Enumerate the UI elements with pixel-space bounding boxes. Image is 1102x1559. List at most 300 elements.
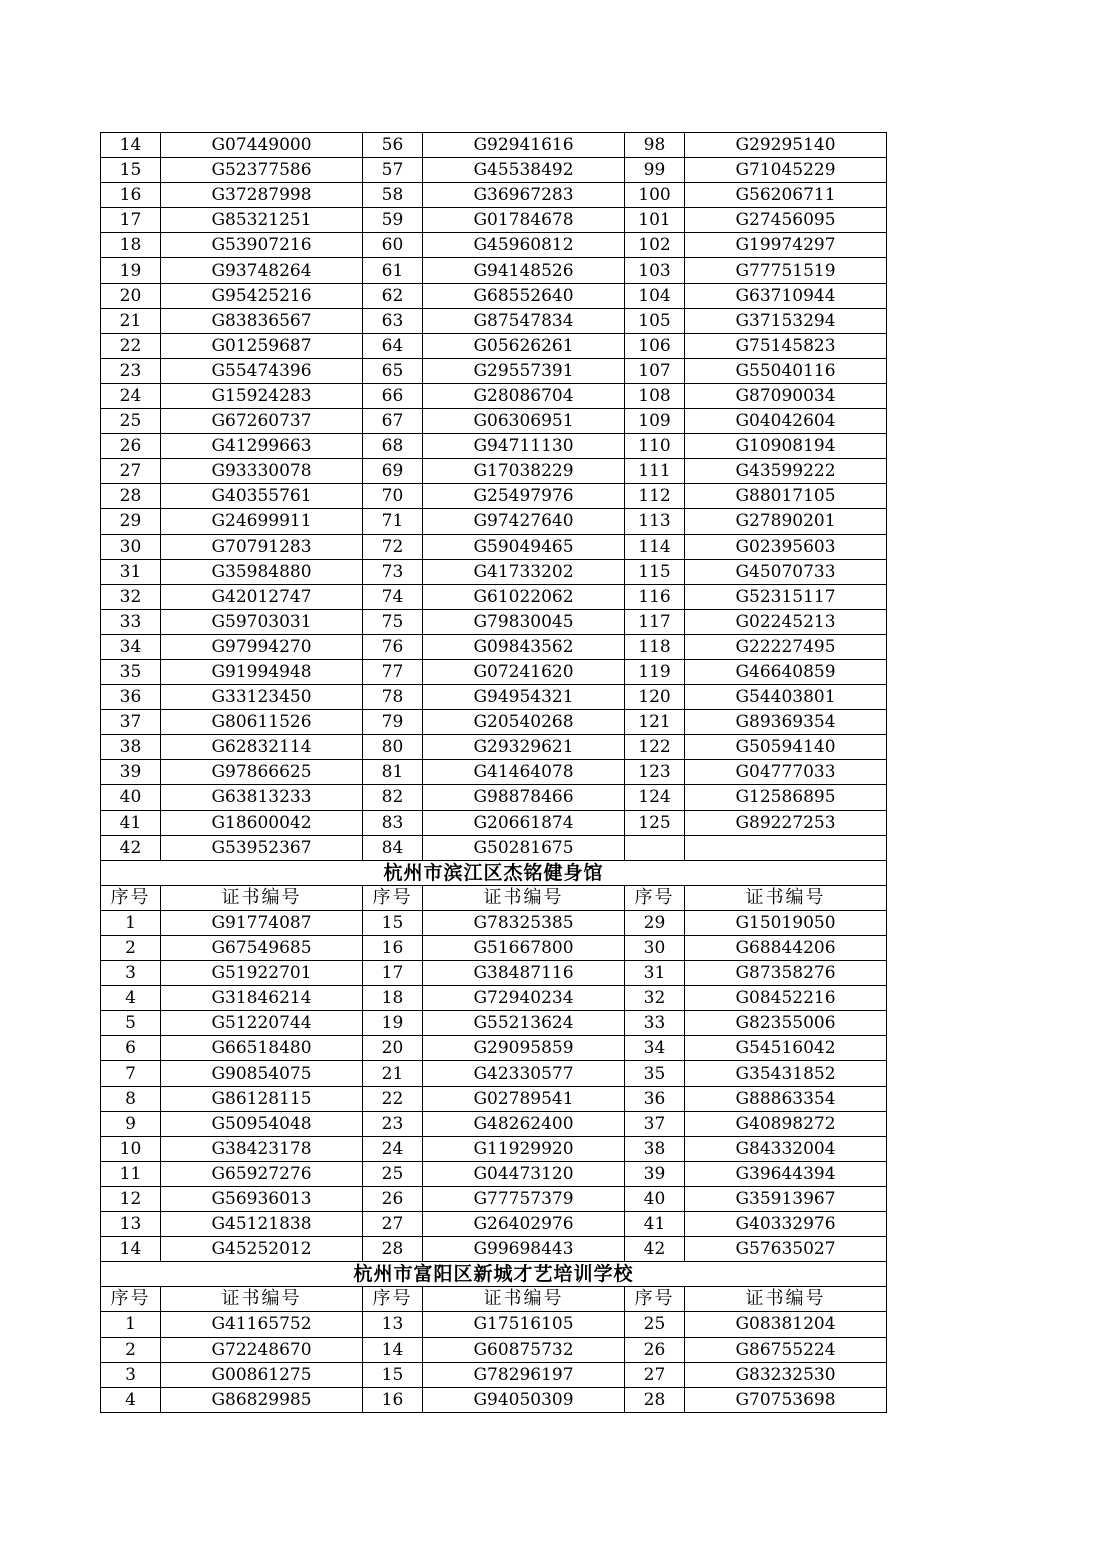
index-cell: 32 <box>625 986 685 1011</box>
certificate-number-cell: G84332004 <box>685 1136 887 1161</box>
certificate-number-cell: G55474396 <box>161 358 363 383</box>
index-cell: 119 <box>625 659 685 684</box>
index-cell: 112 <box>625 484 685 509</box>
index-cell: 63 <box>363 308 423 333</box>
index-cell: 14 <box>101 1237 161 1262</box>
index-cell: 6 <box>101 1036 161 1061</box>
table-row <box>101 409 887 434</box>
certificate-number-cell: G97994270 <box>161 634 363 659</box>
certificate-number-cell: G42012747 <box>161 584 363 609</box>
index-cell: 26 <box>101 434 161 459</box>
certificate-number-cell: G87090034 <box>685 383 887 408</box>
column-header-index: 序号 <box>625 885 685 910</box>
index-cell: 123 <box>625 760 685 785</box>
index-cell: 16 <box>363 1387 423 1412</box>
index-cell: 67 <box>363 409 423 434</box>
certificate-number-cell: G41165752 <box>161 1312 363 1337</box>
index-cell: 82 <box>363 785 423 810</box>
index-cell: 28 <box>101 484 161 509</box>
certificate-number-cell: G02789541 <box>423 1086 625 1111</box>
index-cell: 81 <box>363 760 423 785</box>
certificate-number-cell: G80611526 <box>161 710 363 735</box>
column-header-certificate: 证书编号 <box>161 1287 363 1312</box>
certificate-number-cell: G68844206 <box>685 936 887 961</box>
table-row <box>101 936 887 961</box>
index-cell: 110 <box>625 434 685 459</box>
certificate-number-cell: G89369354 <box>685 710 887 735</box>
index-cell: 3 <box>101 961 161 986</box>
column-header-index: 序号 <box>363 885 423 910</box>
certificate-table <box>100 132 887 1413</box>
certificate-number-cell: G75145823 <box>685 333 887 358</box>
certificate-number-cell: G88017105 <box>685 484 887 509</box>
table-row <box>101 685 887 710</box>
certificate-number-cell: G04473120 <box>423 1161 625 1186</box>
index-cell: 68 <box>363 434 423 459</box>
certificate-number-cell: G88863354 <box>685 1086 887 1111</box>
index-cell: 39 <box>625 1161 685 1186</box>
index-cell: 17 <box>101 208 161 233</box>
table-row <box>101 1387 887 1412</box>
column-header-certificate: 证书编号 <box>423 885 625 910</box>
certificate-number-cell: G67549685 <box>161 936 363 961</box>
certificate-number-cell: G52377586 <box>161 158 363 183</box>
certificate-number-cell: G04777033 <box>685 760 887 785</box>
certificate-number-cell: G68552640 <box>423 283 625 308</box>
index-cell: 37 <box>101 710 161 735</box>
certificate-number-cell: G72940234 <box>423 986 625 1011</box>
table-row <box>101 133 887 158</box>
index-cell: 102 <box>625 233 685 258</box>
certificate-number-cell: G63813233 <box>161 785 363 810</box>
index-cell: 61 <box>363 258 423 283</box>
table-row <box>101 258 887 283</box>
certificate-number-cell: G24699911 <box>161 509 363 534</box>
table-row <box>101 1136 887 1161</box>
index-cell: 2 <box>101 936 161 961</box>
index-cell: 117 <box>625 609 685 634</box>
table-row <box>101 434 887 459</box>
certificate-number-cell: G02395603 <box>685 534 887 559</box>
index-cell: 40 <box>101 785 161 810</box>
index-cell: 33 <box>625 1011 685 1036</box>
certificate-number-cell <box>685 835 887 860</box>
table-row <box>101 609 887 634</box>
index-cell: 15 <box>363 910 423 935</box>
certificate-number-cell: G37287998 <box>161 183 363 208</box>
index-cell: 19 <box>363 1011 423 1036</box>
table-row <box>101 308 887 333</box>
certificate-number-cell: G82355006 <box>685 1011 887 1036</box>
index-cell: 99 <box>625 158 685 183</box>
index-cell: 28 <box>625 1387 685 1412</box>
certificate-number-cell: G25497976 <box>423 484 625 509</box>
certificate-number-cell: G54403801 <box>685 685 887 710</box>
certificate-number-cell: G22227495 <box>685 634 887 659</box>
table-row <box>101 735 887 760</box>
index-cell: 41 <box>101 810 161 835</box>
certificate-number-cell: G09843562 <box>423 634 625 659</box>
table-row <box>101 1237 887 1262</box>
table-row <box>101 1337 887 1362</box>
certificate-number-cell: G19974297 <box>685 233 887 258</box>
index-cell: 14 <box>363 1337 423 1362</box>
certificate-number-cell: G85321251 <box>161 208 363 233</box>
index-cell: 20 <box>363 1036 423 1061</box>
certificate-number-cell: G06306951 <box>423 409 625 434</box>
index-cell: 108 <box>625 383 685 408</box>
table-row <box>101 785 887 810</box>
index-cell: 65 <box>363 358 423 383</box>
index-cell: 115 <box>625 559 685 584</box>
index-cell: 16 <box>363 936 423 961</box>
certificate-number-cell: G29329621 <box>423 735 625 760</box>
table-row <box>101 659 887 684</box>
index-cell: 23 <box>101 358 161 383</box>
index-cell: 104 <box>625 283 685 308</box>
index-cell: 58 <box>363 183 423 208</box>
table-row <box>101 634 887 659</box>
table-row <box>101 358 887 383</box>
table-row <box>101 1362 887 1387</box>
index-cell: 30 <box>625 936 685 961</box>
index-cell: 98 <box>625 133 685 158</box>
index-cell: 42 <box>625 1237 685 1262</box>
index-cell: 27 <box>625 1362 685 1387</box>
certificate-number-cell: G50594140 <box>685 735 887 760</box>
certificate-number-cell: G04042604 <box>685 409 887 434</box>
index-cell: 15 <box>101 158 161 183</box>
index-cell: 66 <box>363 383 423 408</box>
index-cell: 125 <box>625 810 685 835</box>
index-cell: 27 <box>363 1212 423 1237</box>
certificate-number-cell: G57635027 <box>685 1237 887 1262</box>
certificate-number-cell: G60875732 <box>423 1337 625 1362</box>
certificate-number-cell: G45252012 <box>161 1237 363 1262</box>
index-cell: 9 <box>101 1111 161 1136</box>
index-cell: 42 <box>101 835 161 860</box>
certificate-number-cell: G55213624 <box>423 1011 625 1036</box>
index-cell: 18 <box>363 986 423 1011</box>
section-title: 杭州市滨江区杰铭健身馆 <box>101 860 887 885</box>
table-row <box>101 1011 887 1036</box>
certificate-number-cell: G72248670 <box>161 1337 363 1362</box>
index-cell: 100 <box>625 183 685 208</box>
certificate-number-cell: G93330078 <box>161 459 363 484</box>
certificate-number-cell: G45960812 <box>423 233 625 258</box>
certificate-number-cell: G40332976 <box>685 1212 887 1237</box>
index-cell: 25 <box>101 409 161 434</box>
index-cell: 8 <box>101 1086 161 1111</box>
certificate-number-cell: G36967283 <box>423 183 625 208</box>
index-cell: 57 <box>363 158 423 183</box>
certificate-number-cell: G07449000 <box>161 133 363 158</box>
column-header-index: 序号 <box>363 1287 423 1312</box>
certificate-number-cell: G51220744 <box>161 1011 363 1036</box>
certificate-number-cell: G93748264 <box>161 258 363 283</box>
column-header-index: 序号 <box>101 1287 161 1312</box>
certificate-number-cell: G38423178 <box>161 1136 363 1161</box>
index-cell: 31 <box>101 559 161 584</box>
certificate-number-cell: G65927276 <box>161 1161 363 1186</box>
index-cell: 111 <box>625 459 685 484</box>
index-cell: 5 <box>101 1011 161 1036</box>
certificate-number-cell: G98878466 <box>423 785 625 810</box>
certificate-number-cell: G17038229 <box>423 459 625 484</box>
table-row <box>101 158 887 183</box>
certificate-number-cell: G00861275 <box>161 1362 363 1387</box>
index-cell: 1 <box>101 1312 161 1337</box>
index-cell: 122 <box>625 735 685 760</box>
index-cell: 37 <box>625 1111 685 1136</box>
certificate-number-cell: G55040116 <box>685 358 887 383</box>
certificate-number-cell: G48262400 <box>423 1111 625 1136</box>
index-cell: 36 <box>625 1086 685 1111</box>
index-cell: 18 <box>101 233 161 258</box>
table-row <box>101 459 887 484</box>
certificate-number-cell: G50954048 <box>161 1111 363 1136</box>
certificate-number-cell: G71045229 <box>685 158 887 183</box>
certificate-number-cell: G35431852 <box>685 1061 887 1086</box>
certificate-number-cell: G41464078 <box>423 760 625 785</box>
certificate-number-cell: G29557391 <box>423 358 625 383</box>
index-cell: 19 <box>101 258 161 283</box>
certificate-number-cell: G35984880 <box>161 559 363 584</box>
index-cell: 22 <box>101 333 161 358</box>
table-row <box>101 1061 887 1086</box>
certificate-number-cell: G01784678 <box>423 208 625 233</box>
certificate-number-cell: G94711130 <box>423 434 625 459</box>
table-row <box>101 710 887 735</box>
certificate-number-cell: G51667800 <box>423 936 625 961</box>
index-cell: 56 <box>363 133 423 158</box>
certificate-number-cell: G41299663 <box>161 434 363 459</box>
certificate-number-cell: G97427640 <box>423 509 625 534</box>
index-cell: 10 <box>101 1136 161 1161</box>
index-cell: 7 <box>101 1061 161 1086</box>
certificate-number-cell: G70753698 <box>685 1387 887 1412</box>
index-cell: 73 <box>363 559 423 584</box>
table-row <box>101 910 887 935</box>
index-cell: 84 <box>363 835 423 860</box>
certificate-number-cell: G94954321 <box>423 685 625 710</box>
index-cell: 25 <box>625 1312 685 1337</box>
certificate-number-cell: G99698443 <box>423 1237 625 1262</box>
certificate-number-cell: G91774087 <box>161 910 363 935</box>
index-cell: 23 <box>363 1111 423 1136</box>
index-cell: 40 <box>625 1186 685 1211</box>
certificate-number-cell: G77751519 <box>685 258 887 283</box>
certificate-table-body <box>101 133 887 1413</box>
certificate-number-cell: G56206711 <box>685 183 887 208</box>
table-row <box>101 835 887 860</box>
certificate-number-cell: G78296197 <box>423 1362 625 1387</box>
column-header-certificate: 证书编号 <box>423 1287 625 1312</box>
certificate-number-cell: G46640859 <box>685 659 887 684</box>
certificate-number-cell: G63710944 <box>685 283 887 308</box>
index-cell: 59 <box>363 208 423 233</box>
table-row <box>101 1186 887 1211</box>
index-cell: 36 <box>101 685 161 710</box>
certificate-number-cell: G53907216 <box>161 233 363 258</box>
table-row <box>101 1212 887 1237</box>
column-header-certificate: 证书编号 <box>685 885 887 910</box>
certificate-number-cell: G33123450 <box>161 685 363 710</box>
index-cell: 105 <box>625 308 685 333</box>
index-cell: 83 <box>363 810 423 835</box>
certificate-number-cell: G28086704 <box>423 383 625 408</box>
index-cell: 113 <box>625 509 685 534</box>
certificate-number-cell: G29295140 <box>685 133 887 158</box>
certificate-number-cell: G86128115 <box>161 1086 363 1111</box>
certificate-number-cell: G42330577 <box>423 1061 625 1086</box>
index-cell: 4 <box>101 1387 161 1412</box>
column-header-certificate: 证书编号 <box>161 885 363 910</box>
certificate-number-cell: G67260737 <box>161 409 363 434</box>
index-cell: 24 <box>363 1136 423 1161</box>
table-row <box>101 509 887 534</box>
certificate-number-cell: G59703031 <box>161 609 363 634</box>
index-cell: 64 <box>363 333 423 358</box>
certificate-number-cell: G45538492 <box>423 158 625 183</box>
column-header-index: 序号 <box>625 1287 685 1312</box>
certificate-number-cell: G50281675 <box>423 835 625 860</box>
certificate-number-cell: G87358276 <box>685 961 887 986</box>
certificate-number-cell: G08381204 <box>685 1312 887 1337</box>
index-cell: 41 <box>625 1212 685 1237</box>
index-cell: 13 <box>101 1212 161 1237</box>
index-cell: 17 <box>363 961 423 986</box>
certificate-number-cell: G92941616 <box>423 133 625 158</box>
index-cell: 22 <box>363 1086 423 1111</box>
certificate-number-cell: G27456095 <box>685 208 887 233</box>
table-row <box>101 383 887 408</box>
index-cell: 4 <box>101 986 161 1011</box>
certificate-number-cell: G94148526 <box>423 258 625 283</box>
table-row <box>101 559 887 584</box>
certificate-number-cell: G66518480 <box>161 1036 363 1061</box>
index-cell: 21 <box>101 308 161 333</box>
certificate-number-cell: G83836567 <box>161 308 363 333</box>
column-header-index: 序号 <box>101 885 161 910</box>
certificate-number-cell: G05626261 <box>423 333 625 358</box>
certificate-number-cell: G59049465 <box>423 534 625 559</box>
table-row <box>101 961 887 986</box>
header-row <box>101 1287 887 1312</box>
index-cell: 76 <box>363 634 423 659</box>
certificate-number-cell: G61022062 <box>423 584 625 609</box>
index-cell: 60 <box>363 233 423 258</box>
index-cell: 70 <box>363 484 423 509</box>
certificate-number-cell: G37153294 <box>685 308 887 333</box>
index-cell: 29 <box>101 509 161 534</box>
index-cell: 21 <box>363 1061 423 1086</box>
certificate-number-cell: G77757379 <box>423 1186 625 1211</box>
index-cell: 11 <box>101 1161 161 1186</box>
index-cell: 80 <box>363 735 423 760</box>
index-cell: 62 <box>363 283 423 308</box>
index-cell: 114 <box>625 534 685 559</box>
index-cell: 71 <box>363 509 423 534</box>
certificate-number-cell: G52315117 <box>685 584 887 609</box>
index-cell: 118 <box>625 634 685 659</box>
certificate-number-cell: G31846214 <box>161 986 363 1011</box>
index-cell <box>625 835 685 860</box>
index-cell: 3 <box>101 1362 161 1387</box>
index-cell: 39 <box>101 760 161 785</box>
certificate-number-cell: G86829985 <box>161 1387 363 1412</box>
index-cell: 15 <box>363 1362 423 1387</box>
index-cell: 109 <box>625 409 685 434</box>
certificate-number-cell: G02245213 <box>685 609 887 634</box>
index-cell: 72 <box>363 534 423 559</box>
certificate-number-cell: G07241620 <box>423 659 625 684</box>
index-cell: 107 <box>625 358 685 383</box>
index-cell: 12 <box>101 1186 161 1211</box>
certificate-number-cell: G83232530 <box>685 1362 887 1387</box>
certificate-number-cell: G15019050 <box>685 910 887 935</box>
certificate-number-cell: G78325385 <box>423 910 625 935</box>
certificate-number-cell: G12586895 <box>685 785 887 810</box>
table-row <box>101 283 887 308</box>
certificate-number-cell: G79830045 <box>423 609 625 634</box>
certificate-number-cell: G94050309 <box>423 1387 625 1412</box>
index-cell: 1 <box>101 910 161 935</box>
certificate-number-cell: G27890201 <box>685 509 887 534</box>
index-cell: 28 <box>363 1237 423 1262</box>
certificate-number-cell: G56936013 <box>161 1186 363 1211</box>
index-cell: 79 <box>363 710 423 735</box>
index-cell: 32 <box>101 584 161 609</box>
table-row <box>101 208 887 233</box>
index-cell: 14 <box>101 133 161 158</box>
index-cell: 38 <box>101 735 161 760</box>
table-row <box>101 183 887 208</box>
index-cell: 77 <box>363 659 423 684</box>
index-cell: 29 <box>625 910 685 935</box>
section-title-row <box>101 1262 887 1287</box>
index-cell: 25 <box>363 1161 423 1186</box>
certificate-number-cell: G95425216 <box>161 283 363 308</box>
table-row <box>101 986 887 1011</box>
index-cell: 106 <box>625 333 685 358</box>
certificate-number-cell: G11929920 <box>423 1136 625 1161</box>
certificate-number-cell: G20661874 <box>423 810 625 835</box>
index-cell: 26 <box>625 1337 685 1362</box>
index-cell: 27 <box>101 459 161 484</box>
certificate-number-cell: G08452216 <box>685 986 887 1011</box>
index-cell: 20 <box>101 283 161 308</box>
table-row <box>101 1111 887 1136</box>
table-row <box>101 760 887 785</box>
index-cell: 31 <box>625 961 685 986</box>
index-cell: 121 <box>625 710 685 735</box>
table-row <box>101 1036 887 1061</box>
certificate-number-cell: G17516105 <box>423 1312 625 1337</box>
certificate-number-cell: G35913967 <box>685 1186 887 1211</box>
certificate-number-cell: G15924283 <box>161 383 363 408</box>
header-row <box>101 885 887 910</box>
certificate-number-cell: G45070733 <box>685 559 887 584</box>
table-row <box>101 333 887 358</box>
certificate-number-cell: G90854075 <box>161 1061 363 1086</box>
table-row <box>101 484 887 509</box>
certificate-number-cell: G10908194 <box>685 434 887 459</box>
column-header-certificate: 证书编号 <box>685 1287 887 1312</box>
certificate-number-cell: G01259687 <box>161 333 363 358</box>
index-cell: 2 <box>101 1337 161 1362</box>
index-cell: 30 <box>101 534 161 559</box>
